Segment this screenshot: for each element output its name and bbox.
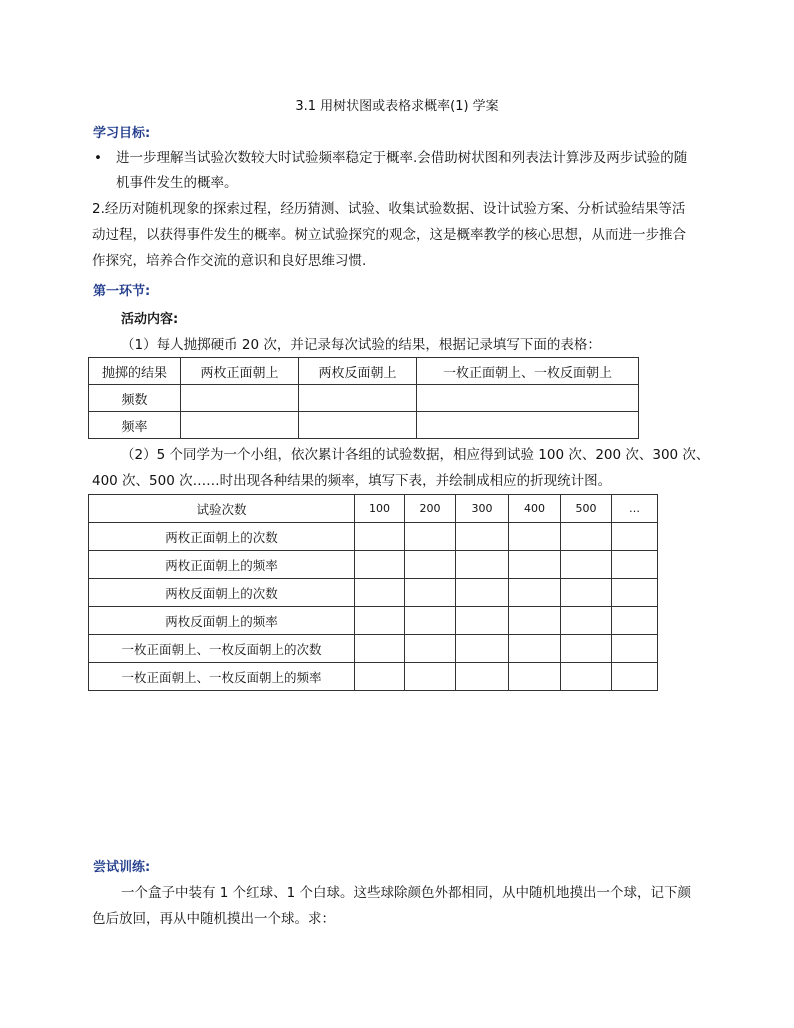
table-cell[interactable]: [355, 607, 405, 635]
goal-2-line-2: 动过程，以获得事件发生的概率。树立试验探究的观念，这是概率教学的核心思想，从而进一步推合: [92, 227, 686, 243]
table-cell[interactable]: [456, 523, 509, 551]
table-cell[interactable]: [355, 523, 405, 551]
practice-line-1: 一个盒子中装有 1 个红球、1 个白球。这些球除颜色外都相同，从中随机地摸出一个球，记下颜: [121, 885, 692, 901]
table-header-cell: 两枚反面朝上: [299, 358, 417, 385]
table-header-cell: 一枚正面朝上、一枚反面朝上: [417, 358, 639, 385]
table-row: [89, 635, 658, 663]
table-header-cell: 400: [509, 495, 561, 523]
table-cell[interactable]: [456, 551, 509, 579]
table-cell[interactable]: [405, 607, 456, 635]
table-cell[interactable]: [355, 551, 405, 579]
table-row: [89, 551, 658, 579]
table-cell[interactable]: [405, 523, 456, 551]
table-cell[interactable]: [456, 635, 509, 663]
table-cell[interactable]: [299, 385, 417, 412]
task-2-line-2: 400 次、500 次……时出现各种结果的频率，填写下表，并绘制成相应的折现统计图。: [92, 473, 612, 489]
table-cell[interactable]: [509, 579, 561, 607]
table-cell[interactable]: [509, 663, 561, 691]
table-cell[interactable]: [561, 607, 612, 635]
table-cell[interactable]: [509, 523, 561, 551]
table-cell[interactable]: [355, 663, 405, 691]
table-header-cell: 200: [405, 495, 456, 523]
table-row: [89, 663, 658, 691]
table-cell[interactable]: [456, 607, 509, 635]
table-header-row: [89, 358, 639, 385]
table-cell[interactable]: [405, 551, 456, 579]
table-cell[interactable]: [405, 635, 456, 663]
table-cell[interactable]: [299, 412, 417, 439]
table-cell[interactable]: [456, 579, 509, 607]
table-cell[interactable]: [561, 551, 612, 579]
coin-result-table: [88, 357, 639, 439]
table-row: [89, 523, 658, 551]
table-row: [89, 607, 658, 635]
goal-1-line-1: 进一步理解当试验次数较大时试验频率稳定于概率.会借助树状图和列表法计算涉及两步试验的随: [116, 150, 688, 166]
learning-goals-heading: 学习目标:: [93, 126, 151, 141]
task-2-line-1: （2）5 个同学为一个小组，依次累计各组的试验数据，相应得到试验 100 次、200 次、300 次、: [121, 447, 710, 463]
table-cell[interactable]: [417, 412, 639, 439]
table-header-cell: 100: [355, 495, 405, 523]
table-row: [89, 412, 639, 439]
table-cell[interactable]: [612, 663, 658, 691]
table-row: [89, 385, 639, 412]
row-label: 一枚正面朝上、一枚反面朝上的次数: [89, 635, 355, 663]
practice-line-2: 色后放回，再从中随机摸出一个球。求：: [92, 911, 335, 927]
table-cell[interactable]: [612, 579, 658, 607]
trial-frequency-table: [88, 494, 658, 691]
task-1-text: （1）每人抛掷硬币 20 次，并记录每次试验的结果，根据记录填写下面的表格：: [121, 337, 601, 353]
section-1-heading: 第一环节:: [93, 284, 151, 299]
activity-content-label: 活动内容:: [121, 312, 179, 327]
table-cell[interactable]: [181, 385, 299, 412]
table-cell[interactable]: [509, 551, 561, 579]
table-cell[interactable]: [509, 635, 561, 663]
table-cell[interactable]: [561, 523, 612, 551]
table-header-cell: 300: [456, 495, 509, 523]
table-cell[interactable]: [561, 579, 612, 607]
goal-1-line-2: 机事件发生的概率。: [116, 175, 238, 191]
table-cell[interactable]: [405, 663, 456, 691]
table-header-cell: …: [612, 495, 658, 523]
row-label: 两枚正面朝上的频率: [89, 551, 355, 579]
table-header-row: [89, 495, 658, 523]
table-header-cell: 试验次数: [89, 495, 355, 523]
table-cell[interactable]: [612, 607, 658, 635]
table-header-cell: 两枚正面朝上: [181, 358, 299, 385]
row-label: 两枚反面朝上的次数: [89, 579, 355, 607]
table-cell[interactable]: [561, 635, 612, 663]
table-cell[interactable]: [181, 412, 299, 439]
table-cell[interactable]: [612, 523, 658, 551]
table-cell[interactable]: [509, 607, 561, 635]
table-cell[interactable]: [417, 385, 639, 412]
row-label: 一枚正面朝上、一枚反面朝上的频率: [89, 663, 355, 691]
table-cell[interactable]: [612, 551, 658, 579]
table-row: [89, 579, 658, 607]
table-header-cell: 500: [561, 495, 612, 523]
practice-heading: 尝试训练:: [93, 860, 151, 875]
table-header-cell: 抛掷的结果: [89, 358, 181, 385]
bullet-marker: •: [94, 150, 102, 166]
table-cell[interactable]: [456, 663, 509, 691]
goal-2-line-3: 作探究，培养合作交流的意识和良好思维习惯.: [92, 253, 367, 269]
row-label: 两枚正面朝上的次数: [89, 523, 355, 551]
table-cell[interactable]: [405, 579, 456, 607]
table-cell[interactable]: [355, 579, 405, 607]
table-cell[interactable]: [612, 635, 658, 663]
row-label: 两枚反面朝上的频率: [89, 607, 355, 635]
row-label: 频数: [89, 385, 181, 412]
goal-2-line-1: 2.经历对随机现象的探索过程，经历猜测、试验、收集试验数据、设计试验方案、分析试验结果等活: [92, 201, 686, 217]
table-cell[interactable]: [355, 635, 405, 663]
row-label: 频率: [89, 412, 181, 439]
table-cell[interactable]: [561, 663, 612, 691]
page-title: 3.1 用树状图或表格求概率(1) 学案: [295, 99, 499, 114]
